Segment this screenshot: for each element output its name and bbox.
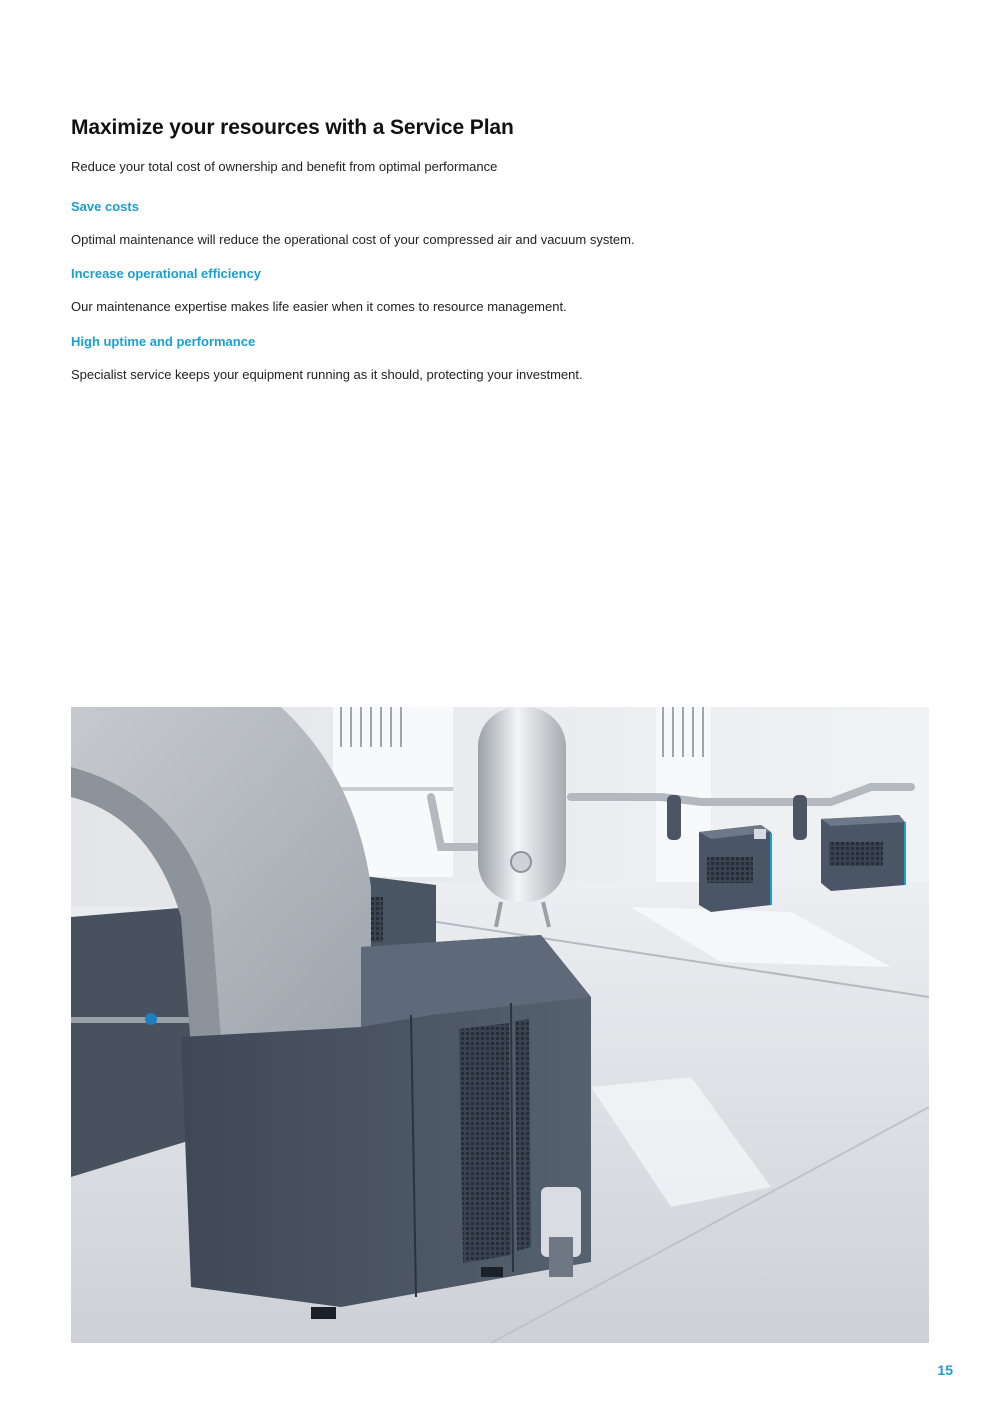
section-save-costs	[71, 199, 931, 247]
section-body: Our maintenance expertise makes life easier when it comes to resource management.	[71, 299, 567, 314]
section-uptime-performance	[71, 334, 931, 382]
section-heading: Save costs	[71, 199, 139, 214]
section-body: Optimal maintenance will reduce the operational cost of your compressed air and vacuum system.	[71, 232, 635, 247]
section-operational-efficiency	[71, 266, 931, 314]
compressor-room-photo	[71, 707, 929, 1343]
page-subtitle: Reduce your total cost of ownership and benefit from optimal performance	[71, 159, 498, 174]
section-body: Specialist service keeps your equipment running as it should, protecting your investment.	[71, 367, 583, 382]
dryer-unit	[821, 815, 905, 891]
section-heading: High uptime and performance	[71, 334, 256, 349]
section-heading: Increase operational efficiency	[71, 266, 262, 281]
page-title: Maximize your resources with a Service Plan	[71, 116, 514, 139]
dryer-unit	[699, 825, 771, 912]
page-number: 15	[937, 1362, 953, 1378]
